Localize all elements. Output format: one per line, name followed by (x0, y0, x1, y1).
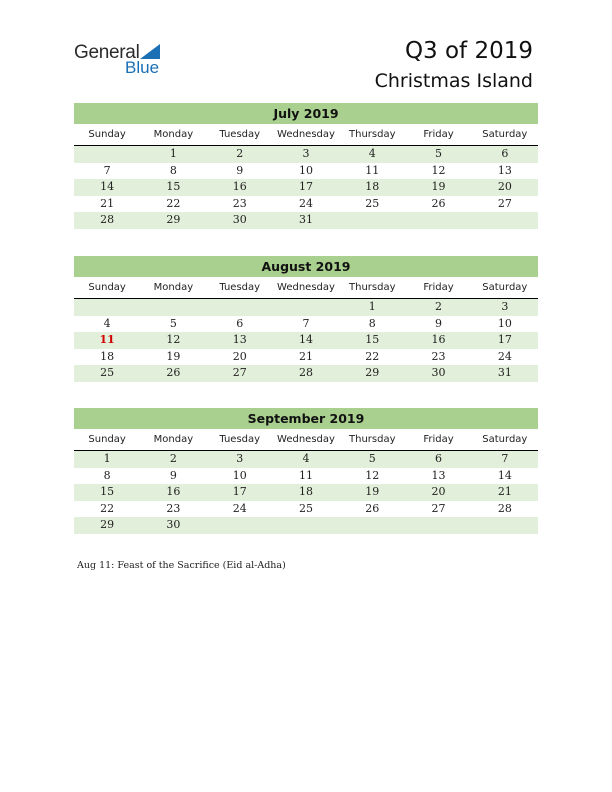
day-cell: 9 (169, 468, 177, 482)
logo-triangle-icon (140, 44, 160, 59)
weekday-label: Friday (423, 434, 454, 445)
day-cell: 3 (501, 300, 509, 313)
day-cell: 25 (365, 196, 380, 210)
weekday-label: Friday (423, 282, 454, 293)
day-cell: 13 (497, 163, 512, 177)
day-cell: 6 (236, 316, 244, 330)
day-cell: 15 (365, 333, 380, 346)
day-cell: 21 (100, 196, 115, 210)
day-cell: 17 (298, 180, 313, 193)
day-cell: 16 (232, 180, 247, 193)
day-cell: 4 (103, 316, 111, 330)
logo-word-blue: Blue (125, 58, 160, 77)
day-cell (74, 146, 140, 163)
day-cell: 16 (166, 485, 181, 498)
day-cell: 19 (166, 349, 181, 363)
day-cell: 19 (365, 485, 380, 498)
day-cell: 6 (501, 147, 509, 160)
page-title: Q3 of 2019 (404, 38, 533, 64)
day-cell: 11 (298, 468, 313, 482)
day-cell (405, 517, 471, 534)
day-cell: 3 (236, 452, 244, 465)
day-cell: 8 (169, 163, 177, 177)
week-row (74, 179, 538, 196)
month-calendar-september (74, 408, 538, 534)
day-cell: 27 (497, 196, 512, 210)
page-subtitle: Christmas Island (374, 70, 533, 92)
weekday-label: Saturday (482, 129, 528, 140)
day-cell: 26 (365, 501, 380, 515)
weekday-label: Sunday (88, 434, 126, 445)
day-cell: 15 (166, 180, 181, 193)
weekday-label: Monday (153, 129, 194, 140)
weekday-label: Sunday (88, 129, 126, 140)
day-cell: 2 (435, 300, 443, 313)
day-cell (339, 212, 405, 229)
day-cell: 18 (100, 349, 115, 363)
day-cell: 24 (497, 349, 512, 363)
day-cell: 26 (431, 196, 446, 210)
day-cell: 18 (365, 180, 380, 193)
day-cell (339, 517, 405, 534)
day-cell: 27 (232, 366, 247, 379)
day-cell: 29 (166, 213, 181, 226)
day-cell: 10 (497, 316, 512, 330)
day-cell: 23 (431, 349, 446, 363)
month-header: September 2019 (74, 408, 538, 429)
week-row (74, 163, 538, 180)
week-row (74, 451, 538, 468)
weekday-header-row (74, 280, 538, 299)
day-cell: 19 (431, 180, 446, 193)
weekday-label: Monday (153, 434, 194, 445)
weekday-label: Tuesday (219, 282, 261, 293)
day-cell: 18 (298, 485, 313, 498)
day-cell: 12 (431, 163, 446, 177)
week-row (74, 517, 538, 534)
day-cell: 20 (232, 349, 247, 363)
weekday-label: Monday (153, 282, 194, 293)
month-header: July 2019 (74, 103, 538, 124)
week-row (74, 332, 538, 349)
day-cell: 28 (100, 213, 115, 226)
weekday-label: Thursday (349, 282, 396, 293)
day-cell (405, 212, 471, 229)
week-row (74, 468, 538, 485)
day-cell: 16 (431, 333, 446, 346)
day-cell: 13 (232, 333, 247, 346)
weekday-header-row (74, 432, 538, 451)
day-cell (273, 299, 339, 316)
day-cell: 21 (497, 485, 512, 498)
day-cell: 21 (298, 349, 313, 363)
day-cell: 1 (169, 147, 177, 160)
day-cell: 20 (497, 180, 512, 193)
week-row (74, 316, 538, 333)
day-cell: 22 (166, 196, 181, 210)
week-row (74, 196, 538, 213)
day-cell: 6 (435, 452, 443, 465)
month-header: August 2019 (74, 256, 538, 277)
weekday-header-row (74, 127, 538, 146)
day-cell (140, 299, 206, 316)
week-row (74, 501, 538, 518)
day-cell (74, 299, 140, 316)
day-cell: 8 (103, 468, 111, 482)
day-cell: 23 (232, 196, 247, 210)
day-cell: 5 (368, 452, 376, 465)
weekday-label: Sunday (88, 282, 126, 293)
day-cell: 5 (169, 316, 177, 330)
weekday-label: Thursday (349, 434, 396, 445)
day-cell: 3 (302, 147, 310, 160)
day-cell (273, 517, 339, 534)
week-row (74, 299, 538, 316)
day-cell: 20 (431, 485, 446, 498)
day-cell: 11 (365, 163, 380, 177)
day-cell: 28 (497, 501, 512, 515)
day-cell: 28 (298, 366, 313, 379)
day-cell: 2 (169, 452, 177, 465)
day-cell: 23 (166, 501, 181, 515)
day-cell: 2 (236, 147, 244, 160)
day-cell: 7 (501, 452, 509, 465)
day-cell: 8 (368, 316, 376, 330)
day-cell: 7 (103, 163, 111, 177)
day-cell: 1 (368, 300, 376, 313)
day-cell: 29 (365, 366, 380, 379)
day-cell: 14 (298, 333, 313, 346)
weekday-label: Tuesday (219, 434, 261, 445)
weekday-label: Wednesday (277, 129, 335, 140)
day-cell: 15 (100, 485, 115, 498)
day-cell: 7 (302, 316, 310, 330)
day-cell: 25 (100, 366, 115, 379)
week-row (74, 146, 538, 163)
day-cell (472, 212, 538, 229)
day-cell: 10 (298, 163, 313, 177)
weekday-label: Wednesday (277, 434, 335, 445)
week-row (74, 349, 538, 366)
day-cell: 22 (100, 501, 115, 515)
weekday-label: Friday (423, 129, 454, 140)
day-cell: 22 (365, 349, 380, 363)
month-calendar-august (74, 256, 538, 382)
month-calendar-july (74, 103, 538, 229)
day-cell: 30 (166, 518, 181, 531)
day-cell: 1 (103, 452, 111, 465)
day-cell: 24 (298, 196, 313, 210)
holiday-note: Aug 11: Feast of the Sacrifice (Eid al-Adha) (77, 560, 286, 571)
day-cell: 9 (435, 316, 443, 330)
day-cell: 14 (497, 468, 512, 482)
weekday-label: Wednesday (277, 282, 335, 293)
day-cell: 12 (166, 333, 181, 346)
day-cell: 10 (232, 468, 247, 482)
weekday-label: Saturday (482, 282, 528, 293)
week-row (74, 365, 538, 382)
day-cell: 29 (100, 518, 115, 531)
week-row (74, 484, 538, 501)
day-cell: 17 (232, 485, 247, 498)
day-cell: 26 (166, 366, 181, 379)
day-cell: 30 (232, 213, 247, 226)
logo-word-general: General (74, 42, 140, 63)
day-cell: 30 (431, 366, 446, 379)
day-cell: 27 (431, 501, 446, 515)
day-cell: 14 (100, 180, 115, 193)
weekday-label: Saturday (482, 434, 528, 445)
day-cell: 25 (298, 501, 313, 515)
weekday-label: Tuesday (219, 129, 261, 140)
day-cell: 5 (435, 147, 443, 160)
day-cell: 12 (365, 468, 380, 482)
day-cell: 9 (236, 163, 244, 177)
day-cell: 13 (431, 468, 446, 482)
day-cell: 31 (497, 366, 512, 379)
day-cell-holiday: 11 (99, 333, 115, 346)
brand-logo (74, 42, 174, 78)
day-cell: 17 (497, 333, 512, 346)
day-cell (207, 299, 273, 316)
day-cell (207, 517, 273, 534)
day-cell: 4 (302, 452, 310, 465)
day-cell (472, 517, 538, 534)
day-cell: 4 (368, 147, 376, 160)
weekday-label: Thursday (349, 129, 396, 140)
day-cell: 24 (232, 501, 247, 515)
day-cell: 31 (298, 213, 313, 226)
week-row (74, 212, 538, 229)
